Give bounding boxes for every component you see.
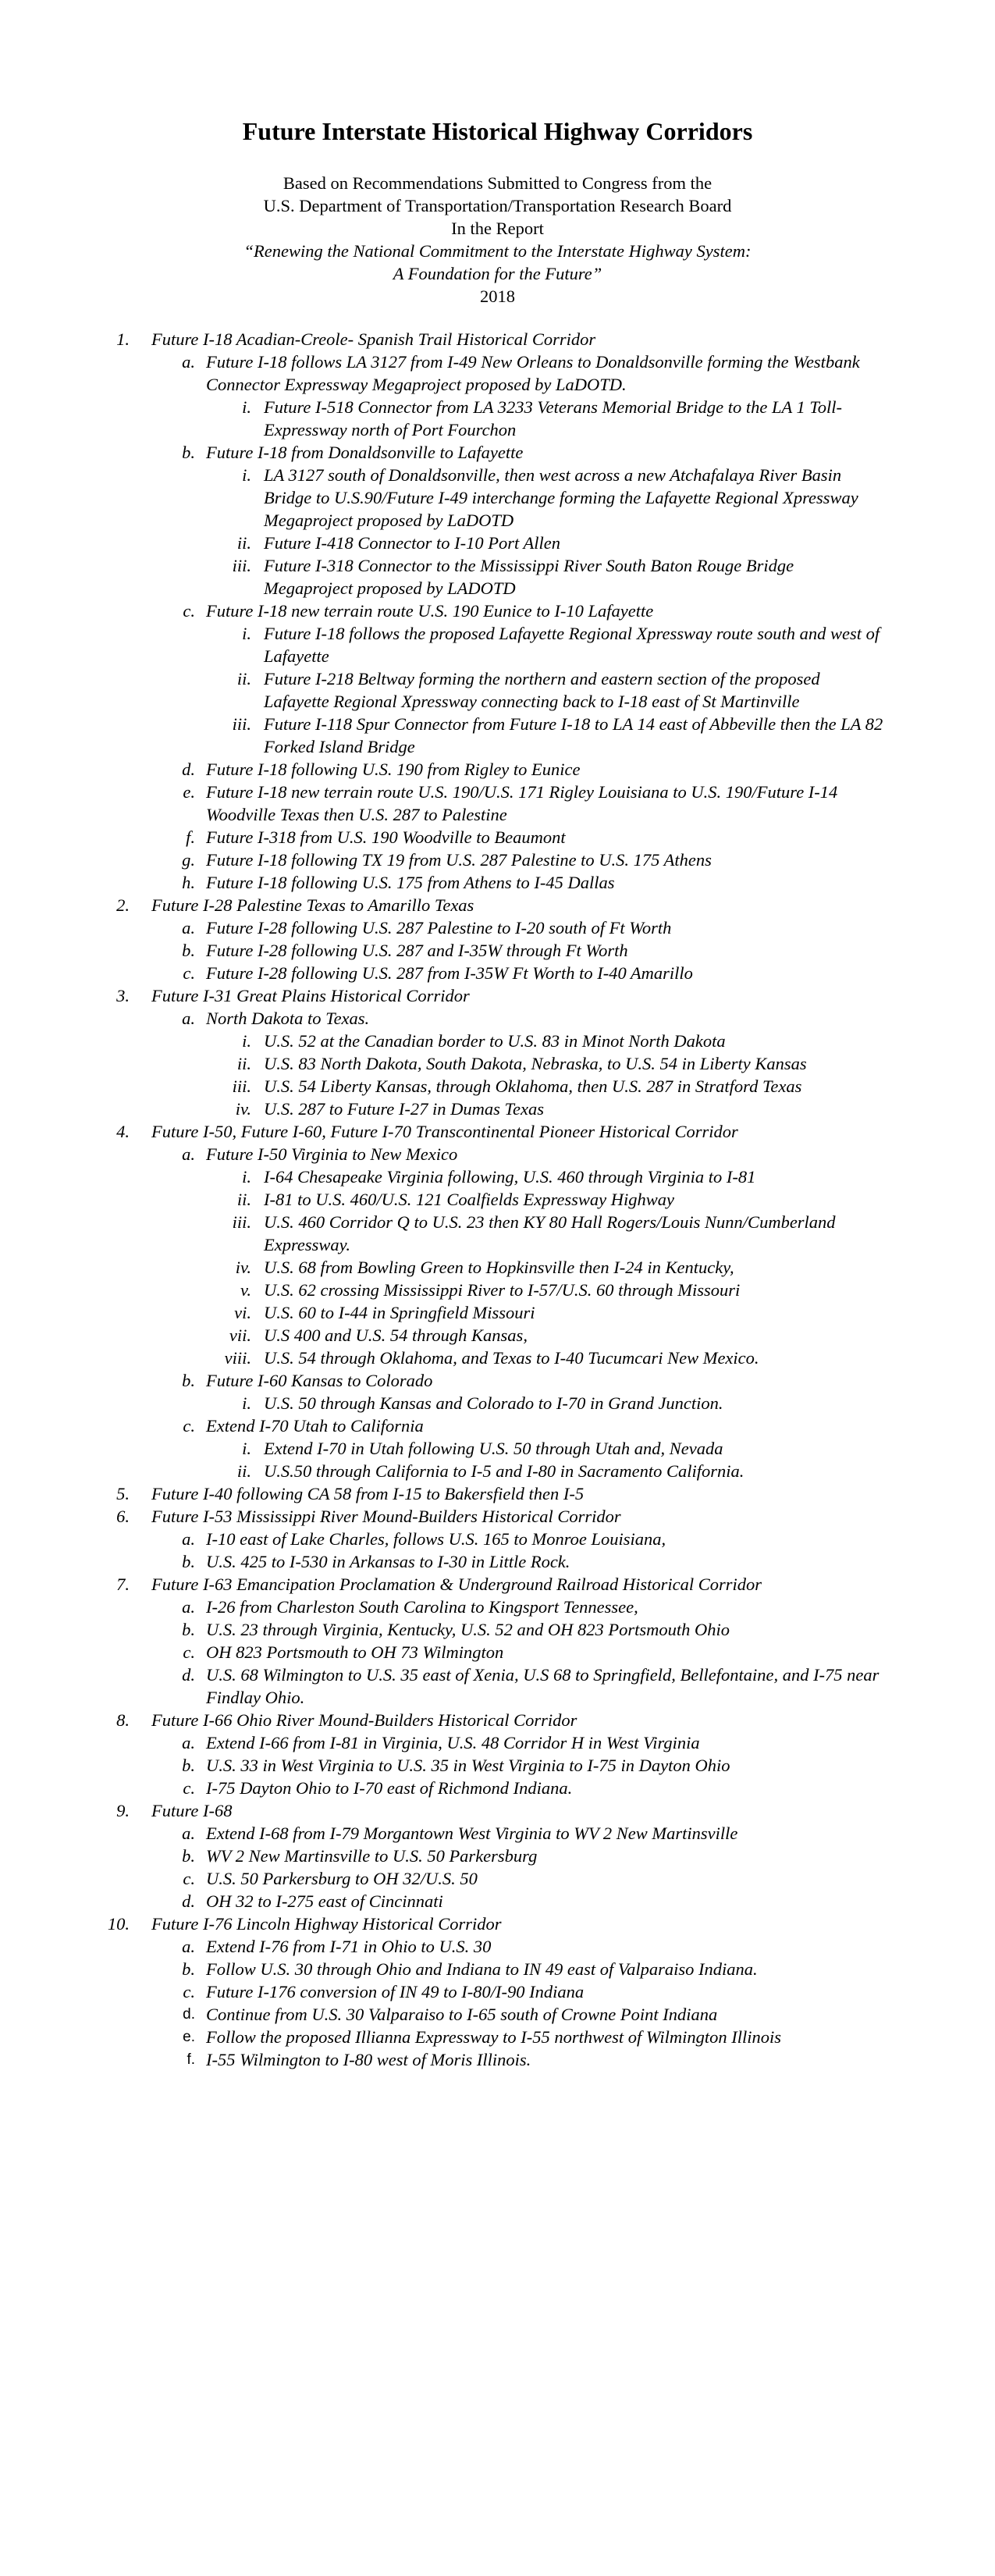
list-item-text: Future I-28 Palestine Texas to Amarillo Texas — [151, 895, 474, 915]
list-item-text: Future I-18 from Donaldsonville to Lafayette — [206, 443, 524, 462]
list-item-text: Extend I-68 from I-79 Morgantown West Virginia to WV 2 New Martinsville — [206, 1823, 738, 1843]
list-marker: iv. — [235, 1258, 251, 1277]
corridor-subitem — [0, 849, 995, 871]
corridor-subitem — [0, 1845, 995, 1867]
corridor-segment — [0, 1347, 995, 1369]
list-marker: 7. — [116, 1574, 130, 1594]
corridor-item — [0, 1709, 995, 1731]
list-marker: i. — [242, 1031, 251, 1051]
list-item-text: Future I-176 conversion of IN 49 to I-80/I-90 Indiana — [206, 1982, 585, 2001]
corridor-subitem — [0, 916, 995, 939]
list-item-text: U.S. 52 at the Canadian border to U.S. 83 in Minot North Dakota — [264, 1031, 726, 1051]
list-marker: i. — [242, 397, 251, 417]
list-marker: a. — [182, 1144, 195, 1164]
list-item-text: OH 32 to I-275 east of Cincinnati — [206, 1891, 443, 1911]
corridor-subitem — [0, 826, 995, 849]
corridor-subitem — [0, 1777, 995, 1799]
list-marker: i. — [242, 1439, 251, 1458]
list-marker: ii. — [236, 669, 251, 688]
corridor-subitem — [0, 1641, 995, 1663]
corridor-subitem — [0, 1007, 995, 1030]
list-item-text: Future I-18 Acadian-Creole- Spanish Trail Historical Corridor — [151, 329, 596, 349]
list-marker: b. — [182, 1371, 195, 1390]
corridor-segment — [0, 1324, 995, 1347]
document-subtitle — [0, 172, 995, 308]
list-item-text: I-64 Chesapeake Virginia following, U.S. 460 through Virginia to I-81 — [264, 1167, 756, 1187]
subtitle-line: Based on Recommendations Submitted to Congress from the — [283, 173, 712, 193]
list-item-text: Extend I-66 from I-81 in Virginia, U.S. 48 Corridor H in West Virginia — [206, 1733, 700, 1752]
list-marker: b. — [182, 1846, 195, 1866]
list-marker: vii. — [229, 1325, 251, 1345]
list-marker: a. — [182, 1937, 195, 1956]
list-marker: b. — [182, 1756, 195, 1775]
list-item-text: I-55 Wilmington to I-80 west of Moris Illinois. — [206, 2050, 531, 2069]
list-item-text: Future I-18 following TX 19 from U.S. 287 Palestine to U.S. 175 Athens — [206, 850, 712, 870]
corridor-subitem — [0, 1550, 995, 1573]
list-marker: b. — [182, 941, 195, 960]
list-marker: c. — [183, 1778, 195, 1798]
list-item-text: Future I-28 following U.S. 287 from I-35W Ft Worth to I-40 Amarillo — [206, 963, 693, 983]
corridor-segment — [0, 622, 995, 667]
corridor-subitem — [0, 1935, 995, 1958]
corridor-item — [0, 1573, 995, 1596]
list-marker: a. — [182, 1009, 195, 1028]
list-item-text: I-10 east of Lake Charles, follows U.S. 165 to Monroe Louisiana, — [206, 1529, 666, 1549]
corridor-item — [0, 1912, 995, 1935]
list-marker: c. — [183, 1416, 195, 1436]
list-marker: i. — [242, 1393, 251, 1413]
corridor-segment — [0, 1301, 995, 1324]
list-marker: 1. — [116, 329, 130, 349]
list-marker: d. — [183, 2006, 195, 2023]
list-item-text: Future I-53 Mississippi River Mound-Builders Historical Corridor — [151, 1507, 621, 1526]
subtitle-line: U.S. Department of Transportation/Transportation Research Board — [263, 196, 732, 215]
corridor-subitem — [0, 2026, 995, 2048]
list-item-text: Future I-68 — [151, 1801, 233, 1820]
list-item-text: Extend I-70 Utah to California — [206, 1416, 424, 1436]
list-item-text: U.S. 54 through Oklahoma, and Texas to I-40 Tucumcari New Mexico. — [264, 1348, 759, 1368]
list-item-text: Follow the proposed Illianna Expressway to I-55 northwest of Wilmington Illinois — [206, 2027, 782, 2047]
list-marker: h. — [182, 873, 195, 892]
corridor-segment — [0, 713, 995, 758]
corridor-subitem — [0, 1414, 995, 1437]
list-item-text: Future I-18 follows LA 3127 from I-49 New Orleans to Donaldsonville forming the Westbank Connector Expressway Megaproject proposed by LaDOTD. — [206, 352, 860, 394]
corridor-item — [0, 984, 995, 1007]
corridor-subitem — [0, 1980, 995, 2003]
list-item-text: North Dakota to Texas. — [206, 1009, 370, 1028]
list-marker: b. — [182, 1552, 195, 1571]
corridor-segment — [0, 464, 995, 532]
corridor-subitem — [0, 1958, 995, 1980]
list-item-text: Continue from U.S. 30 Valparaiso to I-65 south of Crowne Point Indiana — [206, 2005, 718, 2024]
list-marker: c. — [183, 963, 195, 983]
list-item-text: U.S. 68 Wilmington to U.S. 35 east of Xenia, U.S 68 to Springfield, Bellefontaine, and I-75 near Findlay Ohio. — [206, 1665, 880, 1707]
list-item-text: Future I-40 following CA 58 from I-15 to Bakersfield then I-5 — [151, 1484, 585, 1503]
corridor-subitem — [0, 1618, 995, 1641]
list-item-text: Future I-50 Virginia to New Mexico — [206, 1144, 458, 1164]
corridor-subitem — [0, 871, 995, 894]
list-marker: vi. — [234, 1303, 251, 1322]
list-item-text: Future I-518 Connector from LA 3233 Veterans Memorial Bridge to the LA 1 Toll-Expressway north of Port Fourchon — [264, 397, 843, 439]
list-item-text: Extend I-76 from I-71 in Ohio to U.S. 30 — [206, 1937, 492, 1956]
corridor-segment — [0, 532, 995, 554]
corridor-segment — [0, 1279, 995, 1301]
corridor-subitem — [0, 758, 995, 781]
report-title-line: A Foundation for the Future” — [393, 264, 602, 283]
list-marker: 9. — [116, 1801, 130, 1820]
list-item-text: Future I-60 Kansas to Colorado — [206, 1371, 433, 1390]
list-item-text: Future I-418 Connector to I-10 Port Allen — [264, 533, 560, 553]
list-item-text: U.S. 287 to Future I-27 in Dumas Texas — [264, 1099, 544, 1119]
list-marker: a. — [182, 1733, 195, 1752]
corridor-segment — [0, 1188, 995, 1211]
list-item-text: Future I-28 following U.S. 287 Palestine to I-20 south of Ft Worth — [206, 918, 672, 938]
list-item-text: U.S. 460 Corridor Q to U.S. 23 then KY 80 Hall Rogers/Louis Nunn/Cumberland Expressway. — [264, 1212, 836, 1254]
corridor-subitem — [0, 2048, 995, 2071]
list-item-text: Future I-31 Great Plains Historical Corridor — [151, 986, 470, 1005]
list-marker: c. — [183, 601, 195, 621]
corridor-segment — [0, 1211, 995, 1256]
list-marker: iii. — [232, 1212, 251, 1232]
list-item-text: Future I-318 Connector to the Mississippi River South Baton Rouge Bridge Megaproject proposed by LADOTD — [264, 556, 794, 598]
corridor-segment — [0, 396, 995, 441]
corridor-subitem — [0, 1890, 995, 1912]
list-item-text: Future I-18 new terrain route U.S. 190 Eunice to I-10 Lafayette — [206, 601, 654, 621]
list-marker: d. — [182, 1891, 195, 1911]
corridor-segment — [0, 1075, 995, 1098]
list-item-text: LA 3127 south of Donaldsonville, then west across a new Atchafalaya River Basin Bridge to U.S.90/Future I-49 interchange forming the Lafayette Regional Xpressway Megaproject proposed by LaDOTD — [264, 465, 858, 530]
list-item-text: I-81 to U.S. 460/U.S. 121 Coalfields Expressway Highway — [264, 1190, 675, 1209]
list-marker: b. — [182, 1620, 195, 1639]
list-item-text: U.S. 60 to I-44 in Springfield Missouri — [264, 1303, 535, 1322]
corridor-segment — [0, 1437, 995, 1460]
list-item-text: Future I-18 new terrain route U.S. 190/U.S. 171 Rigley Louisiana to U.S. 190/Future I-14 Woodville Texas then U.S. 287 to Palestine — [206, 782, 838, 824]
subtitle-line: In the Report — [451, 219, 544, 238]
list-marker: 5. — [116, 1484, 130, 1503]
corridor-subitem — [0, 600, 995, 622]
corridor-subitem — [0, 1528, 995, 1550]
corridor-subitem — [0, 1754, 995, 1777]
list-marker: iii. — [232, 714, 251, 734]
list-item-text: OH 823 Portsmouth to OH 73 Wilmington — [206, 1642, 504, 1662]
corridor-subitem — [0, 1731, 995, 1754]
list-item-text: U.S. 62 crossing Mississippi River to I-57/U.S. 60 through Missouri — [264, 1280, 741, 1300]
list-item-text: Future I-63 Emancipation Proclamation & Underground Railroad Historical Corridor — [151, 1574, 762, 1594]
report-year: 2018 — [480, 286, 515, 306]
list-marker: i. — [242, 1167, 251, 1187]
corridor-subitem — [0, 350, 995, 396]
list-marker: a. — [182, 1823, 195, 1843]
corridor-segment — [0, 1098, 995, 1120]
document-title: Future Interstate Historical Highway Corridors — [242, 117, 753, 145]
list-marker: a. — [182, 352, 195, 372]
list-marker: a. — [182, 1597, 195, 1617]
list-marker: g. — [182, 850, 195, 870]
list-marker: iii. — [232, 1076, 251, 1096]
list-marker: iv. — [235, 1099, 251, 1119]
corridor-item — [0, 1120, 995, 1143]
list-marker: iii. — [232, 556, 251, 575]
corridor-segment — [0, 1030, 995, 1052]
corridor-segment — [0, 1460, 995, 1482]
list-item-text: U.S.50 through California to I-5 and I-80 in Sacramento California. — [264, 1461, 744, 1481]
corridor-segment — [0, 667, 995, 713]
list-item-text: I-75 Dayton Ohio to I-70 east of Richmond Indiana. — [206, 1778, 573, 1798]
list-marker: 2. — [116, 895, 130, 915]
corridor-subitem — [0, 1143, 995, 1165]
list-marker: 4. — [116, 1122, 130, 1141]
list-marker: d. — [182, 1665, 195, 1685]
corridor-segment — [0, 1256, 995, 1279]
list-item-text: Follow U.S. 30 through Ohio and Indiana to IN 49 east of Valparaiso Indiana. — [206, 1959, 758, 1979]
corridor-segment — [0, 1392, 995, 1414]
list-item-text: Extend I-70 in Utah following U.S. 50 through Utah and, Nevada — [264, 1439, 723, 1458]
corridor-subitem — [0, 1663, 995, 1709]
list-marker: d. — [182, 760, 195, 779]
list-marker: i. — [242, 465, 251, 485]
list-item-text: Future I-50, Future I-60, Future I-70 Transcontinental Pioneer Historical Corridor — [151, 1122, 738, 1141]
corridor-subitem — [0, 2003, 995, 2026]
list-marker: i. — [242, 624, 251, 643]
corridor-subitem — [0, 781, 995, 826]
corridor-item — [0, 328, 995, 350]
list-marker: ii. — [236, 1190, 251, 1209]
list-marker: viii. — [224, 1348, 251, 1368]
corridor-subitem — [0, 962, 995, 984]
corridor-item — [0, 1505, 995, 1528]
list-marker: a. — [182, 1529, 195, 1549]
list-marker: 3. — [116, 986, 130, 1005]
corridor-subitem — [0, 441, 995, 464]
corridor-subitem — [0, 939, 995, 962]
corridor-subitem — [0, 1822, 995, 1845]
corridor-subitem — [0, 1596, 995, 1618]
list-item-text: U.S. 33 in West Virginia to U.S. 35 in West Virginia to I-75 in Dayton Ohio — [206, 1756, 730, 1775]
list-marker: 10. — [107, 1914, 130, 1934]
list-item-text: U.S. 425 to I-530 in Arkansas to I-30 in Little Rock. — [206, 1552, 570, 1571]
list-marker: 8. — [116, 1710, 130, 1730]
corridor-segment — [0, 1052, 995, 1075]
list-item-text: Future I-66 Ohio River Mound-Builders Historical Corridor — [151, 1710, 577, 1730]
corridor-segment — [0, 1165, 995, 1188]
list-marker: f. — [187, 2051, 195, 2068]
list-item-text: Future I-18 follows the proposed Lafayette Regional Xpressway route south and west of Lafayette — [264, 624, 880, 666]
corridor-outline-list — [0, 328, 995, 2071]
list-item-text: Future I-28 following U.S. 287 and I-35W through Ft Worth — [206, 941, 628, 960]
list-item-text: Future I-318 from U.S. 190 Woodville to Beaumont — [206, 827, 566, 847]
list-item-text: WV 2 New Martinsville to U.S. 50 Parkersburg — [206, 1846, 538, 1866]
list-marker: b. — [182, 1959, 195, 1979]
corridor-item — [0, 894, 995, 916]
list-marker: v. — [240, 1280, 251, 1300]
list-marker: ii. — [236, 1461, 251, 1481]
list-marker: ii. — [236, 533, 251, 553]
list-item-text: U.S. 68 from Bowling Green to Hopkinsville then I-24 in Kentucky, — [264, 1258, 734, 1277]
corridor-item — [0, 1799, 995, 1822]
list-item-text: U.S. 23 through Virginia, Kentucky, U.S. 52 and OH 823 Portsmouth Ohio — [206, 1620, 730, 1639]
list-item-text: Future I-18 following U.S. 190 from Rigley to Eunice — [206, 760, 581, 779]
list-marker: c. — [183, 1869, 195, 1888]
list-item-text: U.S. 50 through Kansas and Colorado to I-70 in Grand Junction. — [264, 1393, 723, 1413]
list-item-text: U.S. 83 North Dakota, South Dakota, Nebraska, to U.S. 54 in Liberty Kansas — [264, 1054, 807, 1073]
list-marker: b. — [182, 443, 195, 462]
list-item-text: Future I-218 Beltway forming the northern and eastern section of the proposed Lafayette Regional Xpressway connecting back to I-18 east of St Martinville — [264, 669, 820, 711]
list-marker: e. — [183, 782, 195, 802]
list-marker: e. — [183, 2029, 195, 2045]
corridor-segment — [0, 554, 995, 600]
list-item-text: Future I-76 Lincoln Highway Historical Corridor — [151, 1914, 502, 1934]
corridor-subitem — [0, 1867, 995, 1890]
corridor-subitem — [0, 1369, 995, 1392]
corridor-item — [0, 1482, 995, 1505]
list-item-text: U.S. 50 Parkersburg to OH 32/U.S. 50 — [206, 1869, 478, 1888]
list-marker: a. — [182, 918, 195, 938]
list-marker: c. — [183, 1642, 195, 1662]
list-item-text: Future I-18 following U.S. 175 from Athens to I-45 Dallas — [206, 873, 615, 892]
list-item-text: U.S 400 and U.S. 54 through Kansas, — [264, 1325, 528, 1345]
list-marker: ii. — [236, 1054, 251, 1073]
report-title-line: “Renewing the National Commitment to the Interstate Highway System: — [243, 241, 752, 261]
list-item-text: Future I-118 Spur Connector from Future I-18 to LA 14 east of Abbeville then the LA 82 Forked Island Bridge — [264, 714, 883, 756]
list-item-text: U.S. 54 Liberty Kansas, through Oklahoma, then U.S. 287 in Stratford Texas — [264, 1076, 802, 1096]
list-marker: f. — [186, 827, 195, 847]
list-marker: 6. — [116, 1507, 130, 1526]
list-marker: c. — [183, 1982, 195, 2001]
list-item-text: I-26 from Charleston South Carolina to Kingsport Tennessee, — [206, 1597, 638, 1617]
